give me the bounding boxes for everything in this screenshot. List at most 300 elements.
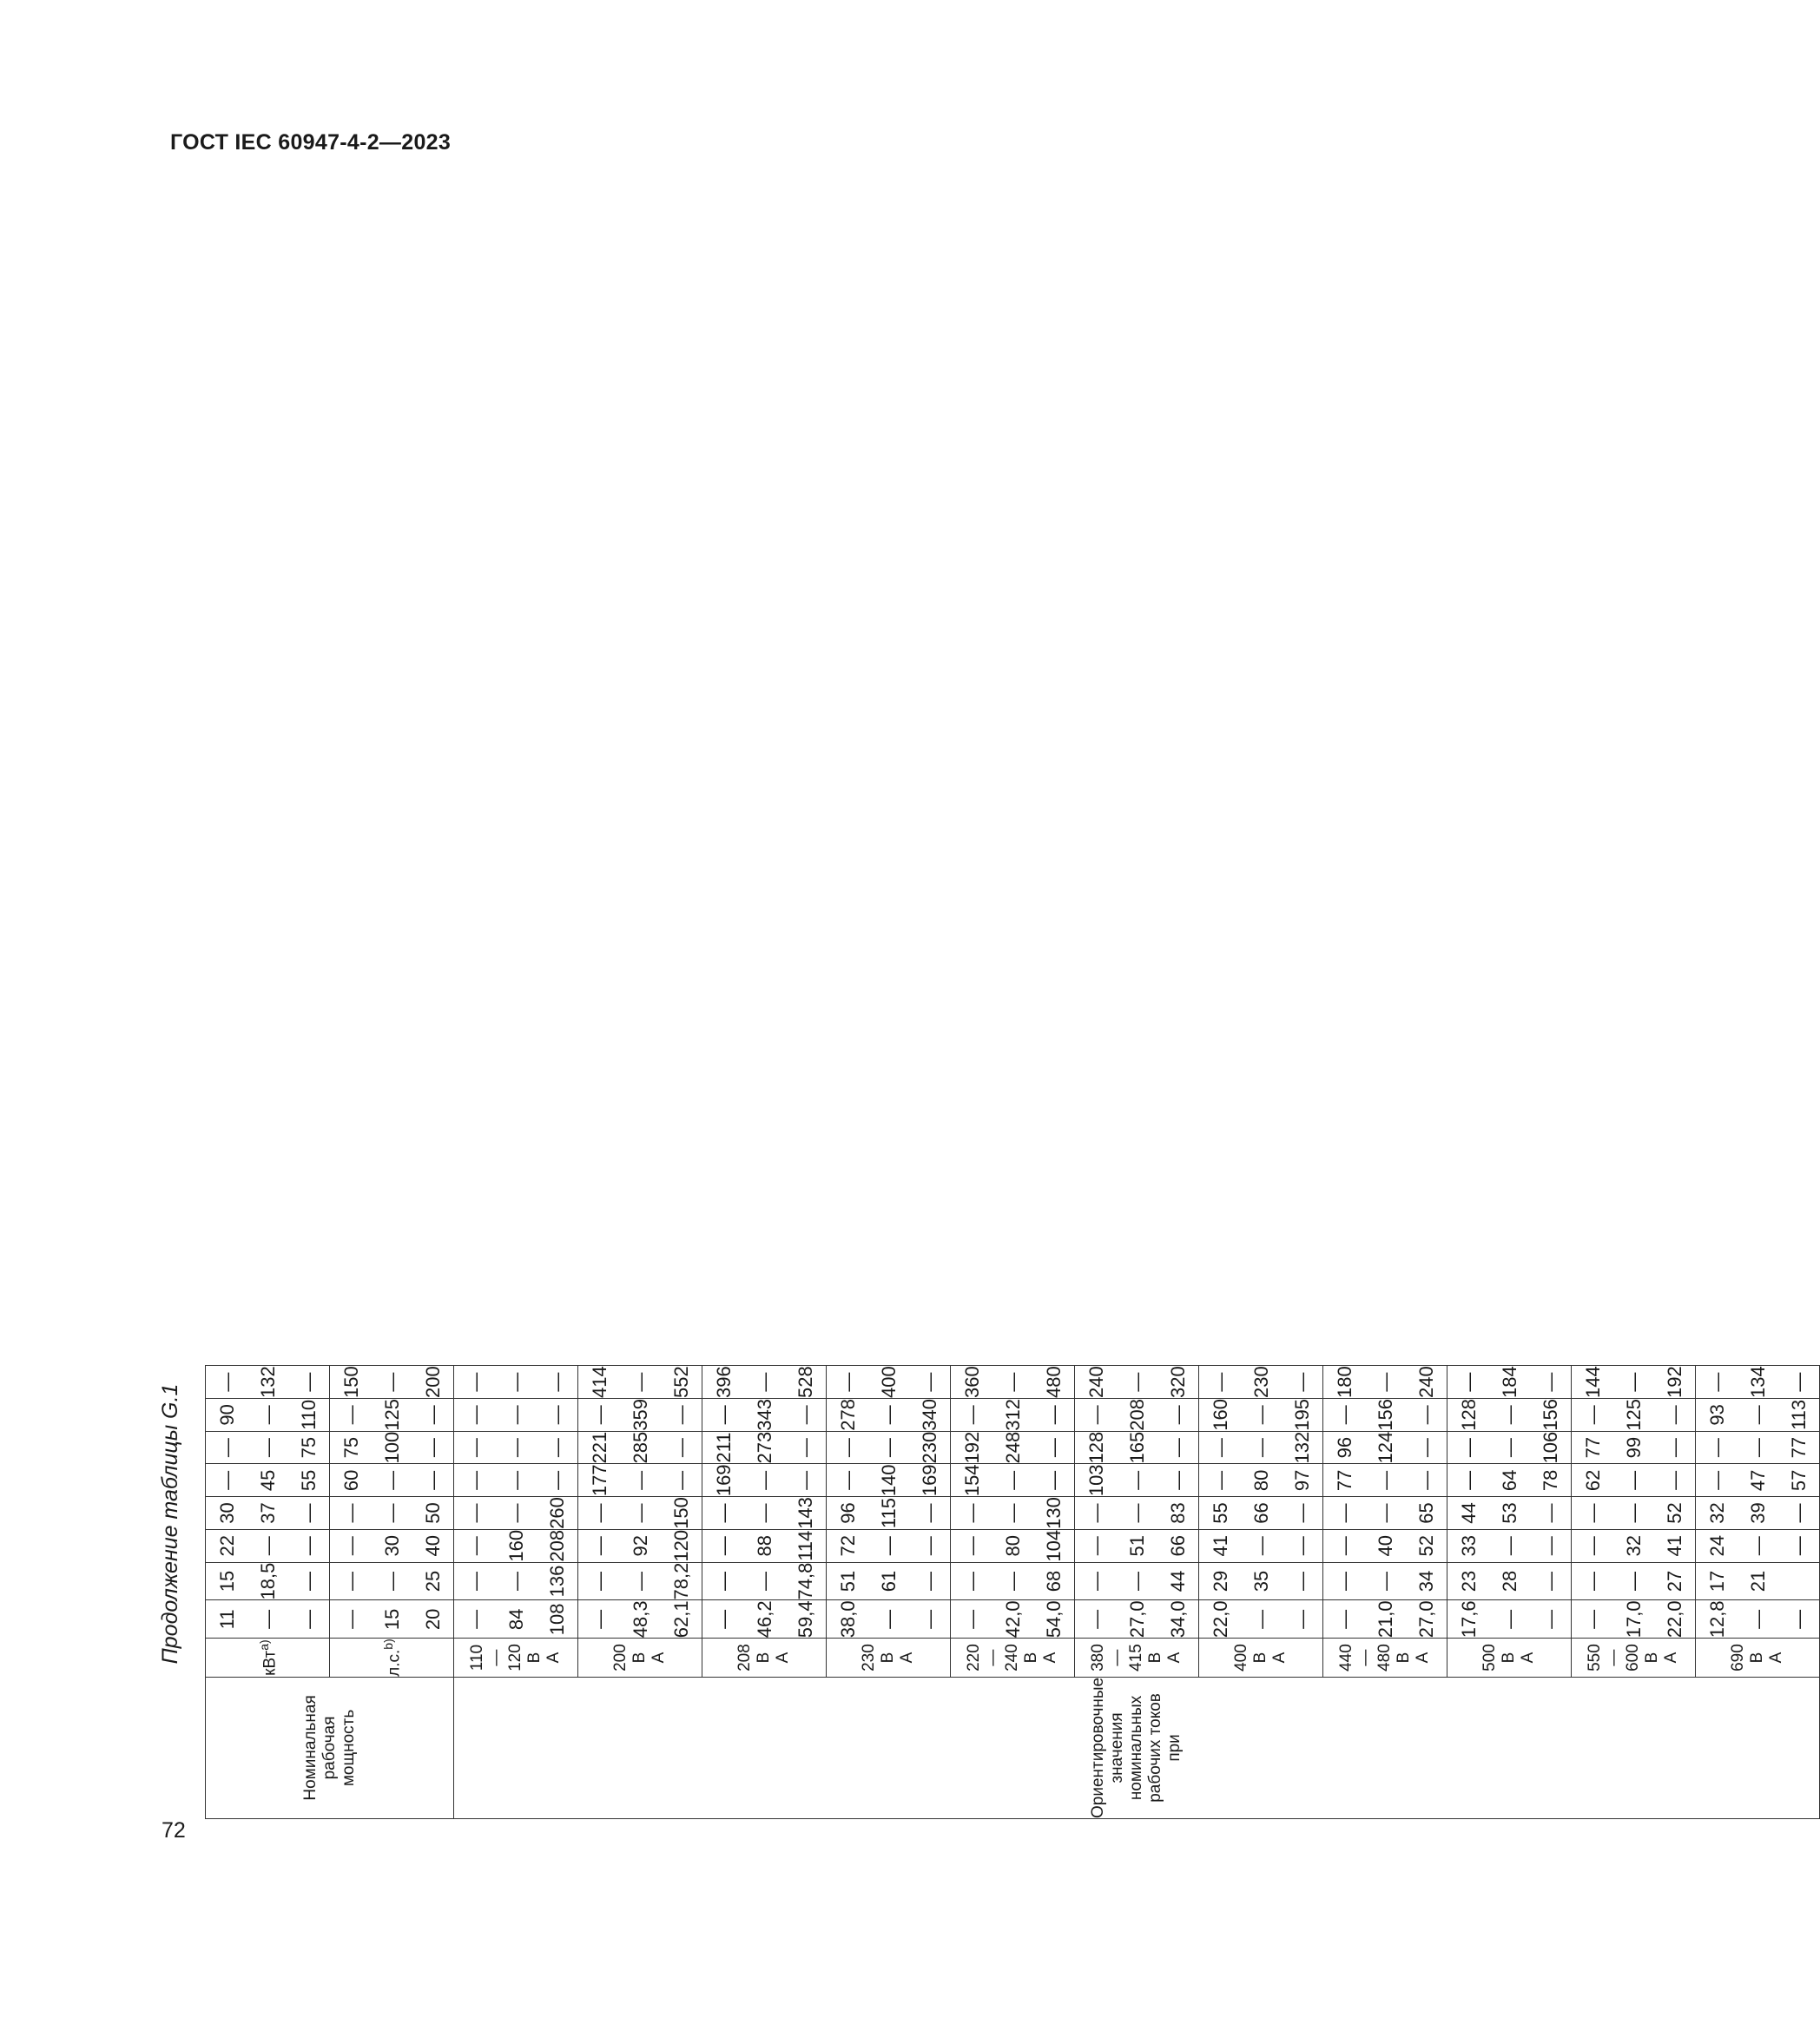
table-cell [1199, 1431, 1323, 1464]
cell-value: 103 [1085, 1464, 1107, 1497]
table-cell [827, 1529, 951, 1562]
cell-value: 25 [422, 1570, 444, 1592]
cell-value: 39 [1747, 1502, 1769, 1524]
cell-value: — [1291, 1572, 1313, 1592]
table-cell [1447, 1562, 1572, 1600]
cell-value: 96 [837, 1502, 859, 1524]
cell-value: — [1210, 1372, 1231, 1392]
cell-value: — [1747, 1609, 1769, 1629]
cell-value: — [340, 1405, 362, 1425]
table-cell [827, 1497, 951, 1530]
cell-value: — [589, 1503, 610, 1523]
cell-value: — [1540, 1572, 1561, 1592]
cell-value: 169 [713, 1464, 735, 1497]
column-header-ampere: А [1519, 1652, 1537, 1664]
table-cell [951, 1529, 1075, 1562]
cell-value: 54,0 [1043, 1600, 1065, 1639]
cell-value: — [878, 1438, 900, 1458]
table-cell [1199, 1497, 1323, 1530]
cell-value: 64 [1499, 1469, 1520, 1492]
cell-value: 96 [1334, 1436, 1355, 1459]
cell-value: — [795, 1405, 816, 1425]
cell-value: — [1126, 1470, 1148, 1490]
table-cell [702, 1399, 827, 1432]
cell-value: 34,0 [1167, 1600, 1189, 1639]
cell-value: — [505, 1503, 527, 1523]
column-header-unit: 550—600 В [1586, 1644, 1661, 1672]
table-cell [1696, 1562, 1820, 1600]
cell-value: 113 [1788, 1399, 1810, 1430]
cell-value: 248 [1002, 1431, 1024, 1464]
table-cell [1447, 1600, 1572, 1639]
cell-value: — [1458, 1438, 1480, 1458]
cell-value: — [1499, 1609, 1520, 1629]
table-cell [1572, 1399, 1696, 1432]
footnote-marker: a) [257, 1639, 272, 1651]
table-cell [951, 1464, 1075, 1497]
cell-value: — [1540, 1609, 1561, 1629]
group-header-currents-label: Ориентировочные значения номинальных рабочих токов при [1089, 1677, 1184, 1818]
table-cell [454, 1464, 578, 1497]
cell-value: 21 [1747, 1570, 1769, 1592]
table-cell [1075, 1464, 1199, 1497]
cell-value: 32 [1706, 1502, 1728, 1524]
cell-value: — [1375, 1572, 1396, 1592]
cell-value: 343 [754, 1399, 775, 1431]
cell-value: 22,0 [1664, 1600, 1685, 1639]
table-cell [206, 1366, 330, 1399]
cell-value: 156 [1540, 1399, 1561, 1431]
table-cell [330, 1529, 454, 1562]
cell-value: — [1334, 1405, 1355, 1425]
cell-value: — [754, 1503, 775, 1523]
cell-value: — [837, 1438, 859, 1458]
cell-value: — [1250, 1438, 1272, 1458]
table-cell [827, 1399, 951, 1432]
cell-value: — [1167, 1438, 1189, 1458]
table-cell [330, 1366, 454, 1399]
table-cell [1572, 1366, 1696, 1399]
cell-value: 55 [1210, 1502, 1231, 1524]
cell-value: — [1250, 1609, 1272, 1629]
cell-value: — [1126, 1572, 1148, 1592]
cell-value: — [1582, 1503, 1604, 1523]
cell-value: 28 [1499, 1570, 1520, 1592]
cell-value: — [1291, 1536, 1313, 1556]
column-header [206, 1639, 330, 1678]
cell-value: 93 [1706, 1404, 1728, 1426]
table-cell [206, 1431, 330, 1464]
cell-value: 74,8 [795, 1562, 816, 1600]
table-cell [1199, 1529, 1323, 1562]
cell-value: — [465, 1572, 486, 1592]
cell-value: 273 [754, 1431, 775, 1464]
cell-value: 160 [1210, 1399, 1231, 1431]
cell-value: — [1706, 1470, 1728, 1490]
cell-value: — [713, 1572, 735, 1592]
table-cell [330, 1399, 454, 1432]
column-header-ampere: А [1767, 1652, 1785, 1664]
cell-value: — [1085, 1503, 1107, 1523]
cell-value: — [1085, 1405, 1107, 1425]
cell-value: — [1582, 1405, 1604, 1425]
cell-value: — [1250, 1536, 1272, 1556]
cell-value: — [422, 1470, 444, 1490]
cell-value: — [1664, 1438, 1685, 1458]
cell-value: — [298, 1572, 320, 1592]
cell-value: 528 [795, 1366, 816, 1399]
cell-value: — [505, 1405, 527, 1425]
cell-value: 99 [1623, 1436, 1645, 1459]
cell-value: — [1002, 1572, 1024, 1592]
cell-value: — [589, 1536, 610, 1556]
cell-value: 144 [1582, 1366, 1604, 1399]
table-caption: Продолжение таблицы G.1 [158, 1383, 182, 1665]
table-cell [578, 1366, 702, 1399]
cell-value: 192 [1664, 1366, 1685, 1399]
cell-value: 359 [630, 1399, 651, 1431]
column-header-ampere: А [1662, 1652, 1680, 1664]
cell-value: — [546, 1470, 568, 1490]
column-header [702, 1639, 827, 1678]
table-cell [206, 1562, 330, 1600]
cell-value: — [1664, 1470, 1685, 1490]
table-cell [1572, 1562, 1696, 1600]
cell-value: 128 [1085, 1431, 1107, 1464]
cell-value: — [1002, 1470, 1024, 1490]
cell-value: 110 [298, 1399, 320, 1430]
cell-value: — [1788, 1503, 1810, 1523]
cell-value: 59,4 [795, 1600, 816, 1639]
table-cell [454, 1399, 578, 1432]
cell-value: — [1085, 1572, 1107, 1592]
cell-value: — [1499, 1536, 1520, 1556]
cell-value: — [1706, 1438, 1728, 1458]
table-cell [827, 1464, 951, 1497]
cell-value: 184 [1499, 1366, 1520, 1399]
cell-value: — [216, 1438, 238, 1458]
cell-value: 104 [1043, 1529, 1065, 1562]
table-cell [1199, 1399, 1323, 1432]
table-cell [1447, 1529, 1572, 1562]
column-header-unit: 200 В [611, 1644, 649, 1672]
cell-value: — [340, 1536, 362, 1556]
cell-value: 29 [1210, 1570, 1231, 1592]
table-cell [827, 1600, 951, 1639]
cell-value: 120 [670, 1529, 692, 1562]
cell-value: 20 [422, 1608, 444, 1631]
group-header-currents [454, 1677, 1820, 1818]
table-cell [702, 1464, 827, 1497]
cell-value: — [1540, 1372, 1561, 1392]
cell-value: — [422, 1438, 444, 1458]
cell-value: 115 [878, 1498, 900, 1529]
table-cell [330, 1497, 454, 1530]
cell-value: 51 [837, 1570, 859, 1592]
table-cell [702, 1431, 827, 1464]
table-cell [578, 1497, 702, 1530]
cell-value: — [1210, 1438, 1231, 1458]
cell-value: — [1415, 1405, 1437, 1425]
cell-value: — [1540, 1536, 1561, 1556]
cell-value: 106 [1540, 1431, 1561, 1464]
table-column-row [206, 1366, 330, 1819]
cell-value: 134 [1747, 1366, 1769, 1399]
cell-value: — [1210, 1470, 1231, 1490]
table-cell [206, 1600, 330, 1639]
cell-value: — [795, 1470, 816, 1490]
table-cell [1075, 1562, 1199, 1600]
cell-value: — [1375, 1503, 1396, 1523]
cell-value: — [713, 1609, 735, 1629]
cell-value: 132 [257, 1366, 279, 1399]
column-header [1075, 1639, 1199, 1678]
cell-value: 12,8 [1706, 1600, 1728, 1639]
table-cell [454, 1529, 578, 1562]
table-cell [951, 1600, 1075, 1639]
cell-value: — [1375, 1372, 1396, 1392]
current-ratings-table [205, 1365, 1820, 1819]
table-cell [578, 1562, 702, 1600]
table-cell [1199, 1562, 1323, 1600]
cell-value: 83 [1167, 1502, 1189, 1524]
table-cell [1075, 1529, 1199, 1562]
table-body [206, 1366, 1820, 1819]
column-header-unit: 440—480 В [1337, 1644, 1413, 1672]
column-header [1696, 1639, 1820, 1678]
table-cell [1696, 1366, 1820, 1399]
cell-value: — [630, 1470, 651, 1490]
cell-value: 80 [1002, 1535, 1024, 1557]
cell-value: — [1085, 1536, 1107, 1556]
column-header [951, 1639, 1075, 1678]
table-cell [330, 1464, 454, 1497]
cell-value: — [589, 1609, 610, 1629]
cell-value: — [630, 1372, 651, 1392]
cell-value: — [713, 1405, 735, 1425]
column-header-ampere: А [898, 1652, 916, 1664]
cell-value: — [1540, 1503, 1561, 1523]
table-cell [454, 1562, 578, 1600]
table-cell [578, 1399, 702, 1432]
cell-value: 165 [1126, 1431, 1148, 1464]
table-cell [1323, 1562, 1447, 1600]
cell-value: 77 [1334, 1469, 1355, 1492]
cell-value: 312 [1002, 1399, 1024, 1431]
column-header [1199, 1639, 1323, 1678]
cell-value: 27,0 [1126, 1600, 1148, 1639]
column-header-ampere: А [1414, 1652, 1432, 1664]
column-header-ampere: А [774, 1652, 792, 1664]
cell-value: 45 [257, 1469, 279, 1492]
cell-value: — [1126, 1503, 1148, 1523]
table-cell [454, 1600, 578, 1639]
table-cell [1199, 1366, 1323, 1399]
table-cell [951, 1497, 1075, 1530]
cell-value: 22,0 [1210, 1600, 1231, 1639]
column-header [1447, 1639, 1572, 1678]
cell-value: 78 [1540, 1469, 1561, 1492]
column-header-unit: 230 В [860, 1644, 897, 1672]
cell-value: 60 [340, 1469, 362, 1492]
cell-value: — [1415, 1470, 1437, 1490]
cell-value: 47 [1747, 1469, 1769, 1492]
cell-value: 62 [1582, 1469, 1604, 1492]
cell-value: 52 [1415, 1535, 1437, 1557]
cell-value: 180 [1334, 1366, 1355, 1399]
cell-value: — [1334, 1572, 1355, 1592]
cell-value: 21,0 [1375, 1600, 1396, 1639]
cell-value: 195 [1291, 1399, 1313, 1431]
cell-value: 221 [589, 1431, 610, 1464]
cell-value: — [546, 1372, 568, 1392]
cell-value: 84 [505, 1608, 527, 1631]
cell-value: — [1291, 1372, 1313, 1392]
column-header-unit: 400 В [1232, 1644, 1269, 1672]
cell-value: 41 [1210, 1535, 1231, 1557]
cell-value: 208 [1126, 1399, 1148, 1431]
table-cell [702, 1497, 827, 1530]
cell-value: — [1747, 1405, 1769, 1425]
cell-value: — [340, 1609, 362, 1629]
cell-value: — [298, 1503, 320, 1523]
table-cell [206, 1399, 330, 1432]
cell-value: — [670, 1470, 692, 1490]
table-cell [702, 1529, 827, 1562]
cell-value: — [1167, 1470, 1189, 1490]
cell-value: 240 [1085, 1366, 1107, 1399]
table-cell [1572, 1600, 1696, 1639]
cell-value: — [670, 1438, 692, 1458]
column-header [330, 1639, 454, 1678]
column-header-ampere: А [1270, 1652, 1289, 1664]
cell-value: 30 [381, 1535, 403, 1557]
cell-value: — [1582, 1536, 1604, 1556]
cell-value: — [257, 1536, 279, 1556]
cell-value: 66 [1167, 1535, 1189, 1557]
table-cell [454, 1366, 578, 1399]
cell-value: 150 [670, 1497, 692, 1529]
group-header-power-label: Номинальная рабочая мощность [300, 1695, 358, 1801]
cell-value: — [878, 1536, 900, 1556]
table-cell [330, 1600, 454, 1639]
table-cell [1696, 1399, 1820, 1432]
table-cell [702, 1366, 827, 1399]
cell-value: 40 [422, 1535, 444, 1557]
group-header-power [206, 1677, 454, 1818]
cell-value: 41 [1664, 1535, 1685, 1557]
cell-value: — [1126, 1372, 1148, 1392]
table-cell [1323, 1464, 1447, 1497]
cell-value: — [754, 1572, 775, 1592]
table-cell [330, 1431, 454, 1464]
cell-value: — [1458, 1470, 1480, 1490]
cell-value: — [546, 1438, 568, 1458]
cell-value: 55 [298, 1469, 320, 1492]
cell-value: 125 [1623, 1399, 1645, 1431]
cell-value: — [1747, 1536, 1769, 1556]
table-cell [827, 1562, 951, 1600]
column-header-ampere: А [544, 1652, 563, 1664]
cell-value [1778, 1563, 1819, 1600]
cell-value: 552 [670, 1366, 692, 1399]
cell-value: 230 [1250, 1366, 1272, 1399]
cell-value: 30 [216, 1502, 238, 1524]
cell-value: — [1623, 1572, 1645, 1592]
cell-value: — [422, 1405, 444, 1425]
cell-value: — [1334, 1609, 1355, 1629]
cell-value: — [754, 1470, 775, 1490]
cell-value: 68 [1043, 1570, 1065, 1592]
cell-value: 50 [422, 1502, 444, 1524]
cell-value: — [1623, 1470, 1645, 1490]
cell-value: — [919, 1372, 940, 1392]
cell-value: 414 [589, 1366, 610, 1399]
cell-value: 24 [1706, 1535, 1728, 1557]
cell-value: 100 [381, 1431, 403, 1464]
cell-value: 240 [1415, 1366, 1437, 1399]
cell-value: 396 [713, 1366, 735, 1399]
page-number: 72 [162, 1818, 186, 1843]
column-header [1323, 1639, 1447, 1678]
cell-value: 108 [546, 1603, 568, 1636]
cell-value: 48,3 [630, 1600, 651, 1639]
document-header: ГОСТ IEC 60947-4-2—2023 [170, 130, 452, 155]
cell-value: 18,5 [257, 1562, 279, 1600]
cell-value: — [1458, 1372, 1480, 1392]
cell-value: — [1043, 1405, 1065, 1425]
cell-value: 17 [1706, 1570, 1728, 1592]
footnote-marker: b) [381, 1639, 396, 1650]
cell-value: — [1291, 1503, 1313, 1523]
cell-value: — [919, 1503, 940, 1523]
cell-value: 208 [546, 1529, 568, 1562]
cell-value: — [465, 1405, 486, 1425]
table-cell [1447, 1497, 1572, 1530]
cell-value: — [1167, 1405, 1189, 1425]
table-cell [330, 1562, 454, 1600]
table-cell [206, 1464, 330, 1497]
cell-value: 78,2 [670, 1562, 692, 1600]
cell-value: — [381, 1572, 403, 1592]
column-header [454, 1639, 578, 1678]
cell-value: — [1664, 1405, 1685, 1425]
cell-value: — [1706, 1372, 1728, 1392]
table-cell [1323, 1399, 1447, 1432]
cell-value: — [1788, 1372, 1810, 1392]
cell-value: 92 [630, 1535, 651, 1557]
cell-value: 154 [961, 1464, 983, 1497]
table-cell [454, 1431, 578, 1464]
cell-value: — [589, 1405, 610, 1425]
column-header-ampere: А [1041, 1652, 1059, 1664]
column-header [578, 1639, 702, 1678]
column-header-unit: л.с.$^{b)}$ [381, 1639, 404, 1677]
cell-value: 75 [298, 1436, 320, 1459]
cell-value: 22 [216, 1535, 238, 1557]
table-cell [951, 1431, 1075, 1464]
cell-value: — [257, 1438, 279, 1458]
cell-value: — [505, 1470, 527, 1490]
cell-value: 77 [1788, 1436, 1810, 1459]
table-cell [1199, 1600, 1323, 1639]
cell-value: 97 [1291, 1469, 1313, 1492]
table-cell [1323, 1431, 1447, 1464]
cell-value: 143 [795, 1497, 816, 1529]
table-cell [1075, 1431, 1199, 1464]
cell-value: 480 [1043, 1366, 1065, 1399]
cell-value: — [919, 1572, 940, 1592]
